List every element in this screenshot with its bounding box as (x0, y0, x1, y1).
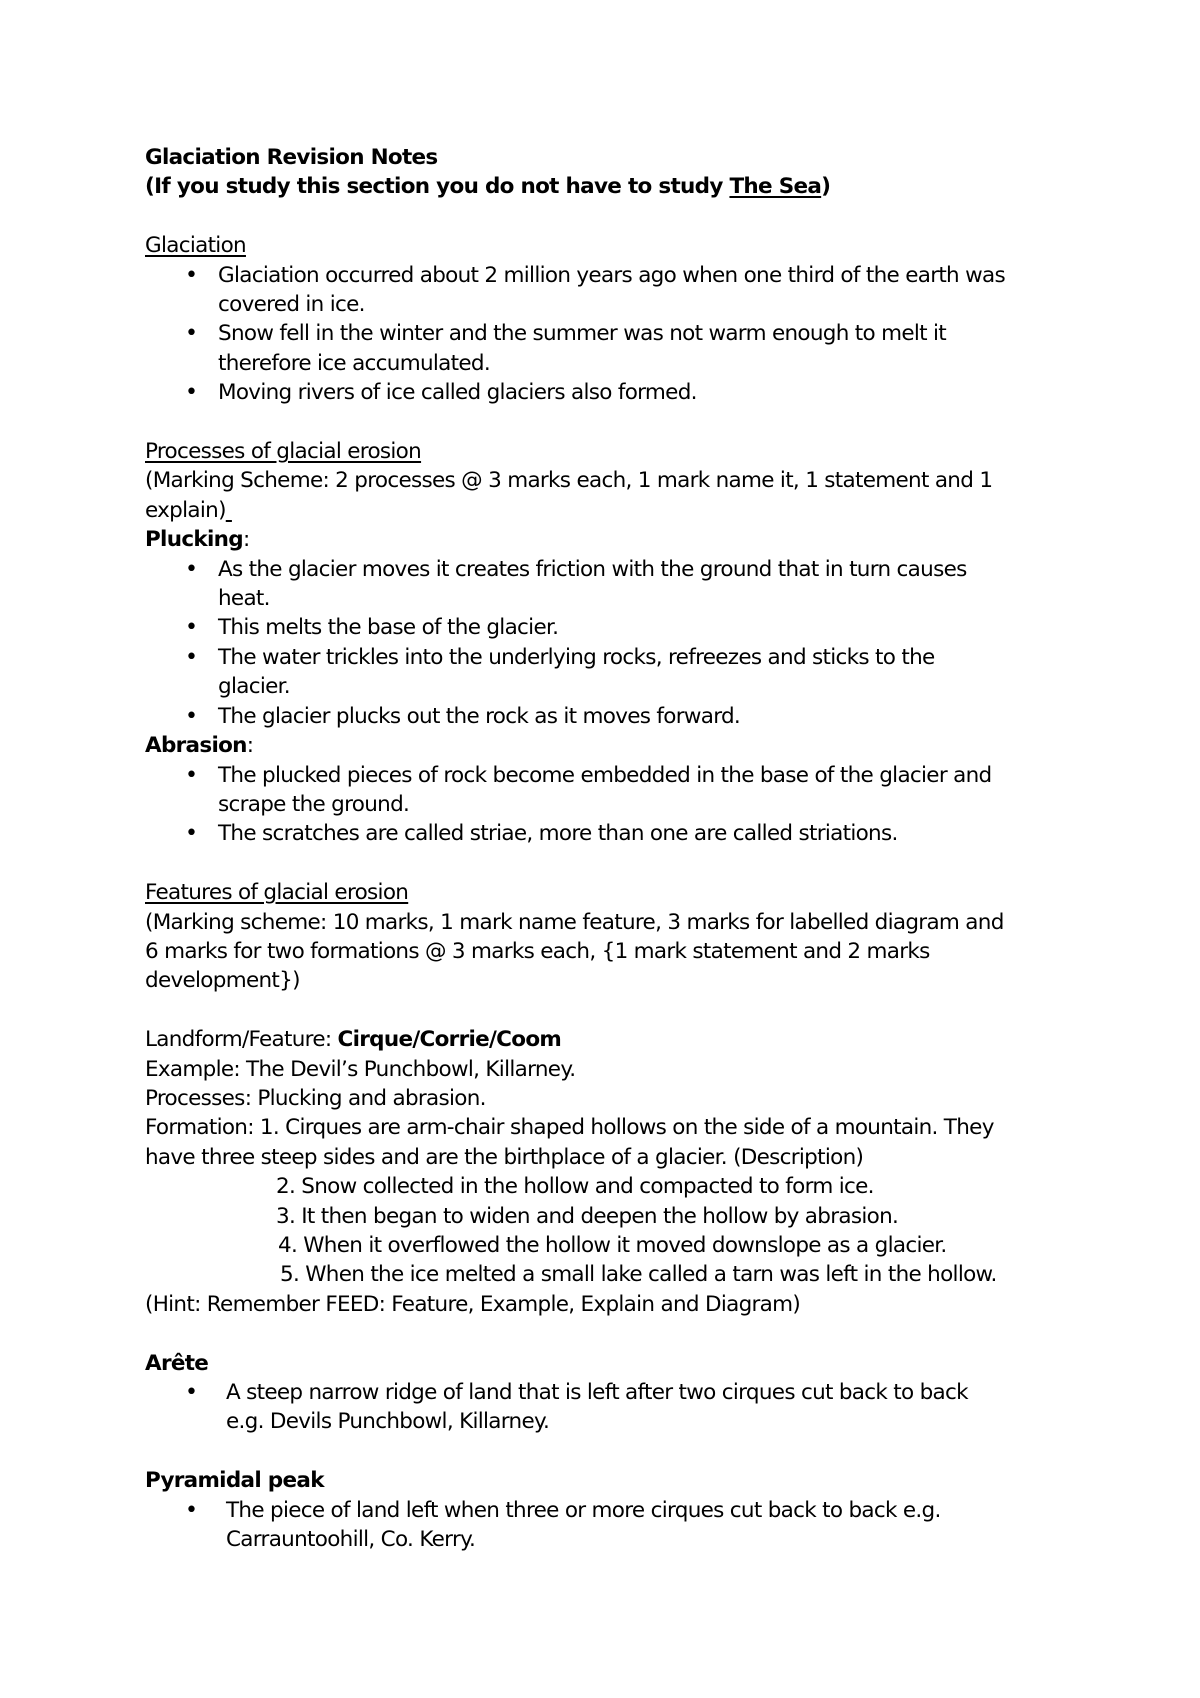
list-item (145, 319, 1085, 378)
list-item-text-cont: scrape the ground. (218, 791, 410, 817)
list-item-text-cont: glacier. (218, 674, 290, 700)
arete-list (145, 1378, 1085, 1437)
spacer (145, 1437, 1085, 1466)
features-scheme-line-3: development}) (145, 968, 300, 994)
list-item-text: • Glaciation occurred about 2 million years ago when one third of the earth was (218, 262, 1005, 288)
plucking-list (145, 555, 1085, 731)
formation-line-1: Formation: 1. Cirques are arm-chair shaped hollows on the side of a mountain. They (145, 1115, 994, 1141)
subtitle-prefix: (If you study this section you do not have to study (145, 174, 730, 200)
list-item-text-cont: therefore ice accumulated. (218, 350, 490, 376)
spacer (145, 849, 1085, 878)
list-item-text: • The scratches are called striae, more than one are called striations. (218, 821, 898, 847)
spacer (145, 408, 1085, 437)
spacer (145, 996, 1085, 1025)
document-subtitle (145, 172, 1085, 201)
list-item-text: • The piece of land left when three or more cirques cut back to back e.g. (226, 1497, 941, 1523)
plucking-label: Plucking (145, 527, 243, 553)
plucking-heading (145, 525, 1085, 554)
list-item-text-cont: e.g. Devils Punchbowl, Killarney. (226, 1409, 550, 1435)
abrasion-list (145, 761, 1085, 849)
list-item (145, 643, 1085, 702)
list-item-text: • The glacier plucks out the rock as it moves forward. (218, 703, 741, 729)
abrasion-colon: : (246, 733, 254, 759)
section-heading-features: Features of glacial erosion (145, 880, 409, 906)
features-scheme-line-1: (Marking scheme: 10 marks, 1 mark name feature, 3 marks for labelled diagram and (145, 909, 1004, 935)
list-item (145, 1378, 1085, 1437)
section-heading-processes: Processes of glacial erosion (145, 439, 422, 465)
list-item-text-cont: heat. (218, 586, 270, 612)
list-item-text: • Moving rivers of ice called glaciers also formed. (218, 380, 697, 406)
processes-scheme-text: explain) (145, 497, 226, 523)
subtitle-suffix: ) (821, 174, 831, 200)
formation-step: 4. When it overflowed the hollow it moved downslope as a glacier. (278, 1232, 947, 1258)
subtitle-the-sea: The Sea (729, 174, 822, 200)
formation-line-2: have three steep sides and are the birthplace of a glacier. (Description) (145, 1144, 864, 1170)
abrasion-label: Abrasion (145, 733, 247, 759)
plucking-colon: : (242, 527, 250, 553)
list-item (145, 378, 1085, 407)
list-item (145, 819, 1085, 848)
document-page (145, 143, 1085, 1554)
list-item-text: • A steep narrow ridge of land that is left after two cirques cut back to back (226, 1379, 968, 1405)
list-item (145, 1496, 1085, 1555)
document-title: Glaciation Revision Notes (145, 145, 438, 170)
glaciation-list (145, 261, 1085, 408)
list-item (145, 761, 1085, 820)
processes-scheme-line-1: (Marking Scheme: 2 processes @ 3 marks each, 1 mark name it, 1 statement and 1 (145, 468, 993, 494)
landform-value: Cirque/Corrie/Coom (337, 1027, 562, 1053)
pyramidal-list (145, 1496, 1085, 1555)
list-item-text: • The plucked pieces of rock become embedded in the base of the glacier and (218, 762, 992, 788)
section-heading-glaciation: Glaciation (145, 233, 246, 259)
abrasion-heading (145, 731, 1085, 760)
list-item-text: • As the glacier moves it creates friction with the ground that in turn causes (218, 556, 967, 582)
processes-line: Processes: Plucking and abrasion. (145, 1085, 486, 1111)
list-item (145, 555, 1085, 614)
list-item-text-cont: Carrauntoohill, Co. Kerry. (226, 1527, 476, 1552)
trailing-underline (226, 498, 232, 523)
features-scheme-line-2: 6 marks for two formations @ 3 marks each, {1 mark statement and 2 marks (145, 938, 930, 964)
list-item (145, 613, 1085, 642)
formation-step: 2. Snow collected in the hollow and compacted to form ice. (276, 1174, 874, 1200)
landform-label: Landform/Feature: (145, 1027, 338, 1053)
landform-line (145, 1025, 1085, 1054)
formation-step: 5. When the ice melted a small lake called a tarn was left in the hollow. (280, 1262, 997, 1288)
list-item (145, 261, 1085, 320)
example-line: Example: The Devil’s Punchbowl, Killarney. (145, 1056, 576, 1082)
processes-scheme-line-2 (145, 496, 1085, 525)
list-item (145, 702, 1085, 731)
list-item-text: • The water trickles into the underlying rocks, refreezes and sticks to the (218, 644, 935, 670)
pyramidal-heading: Pyramidal peak (145, 1468, 324, 1494)
arete-heading: Arête (145, 1350, 209, 1376)
list-item-text: • Snow fell in the winter and the summer was not warm enough to melt it (218, 321, 947, 347)
list-item-text: • This melts the base of the glacier. (218, 615, 559, 641)
formation-step: 3. It then began to widen and deepen the hollow by abrasion. (276, 1203, 899, 1229)
spacer (145, 1319, 1085, 1348)
spacer (145, 202, 1085, 231)
hint-line: (Hint: Remember FEED: Feature, Example, Explain and Diagram) (145, 1291, 801, 1317)
list-item-text-cont: covered in ice. (218, 292, 365, 318)
